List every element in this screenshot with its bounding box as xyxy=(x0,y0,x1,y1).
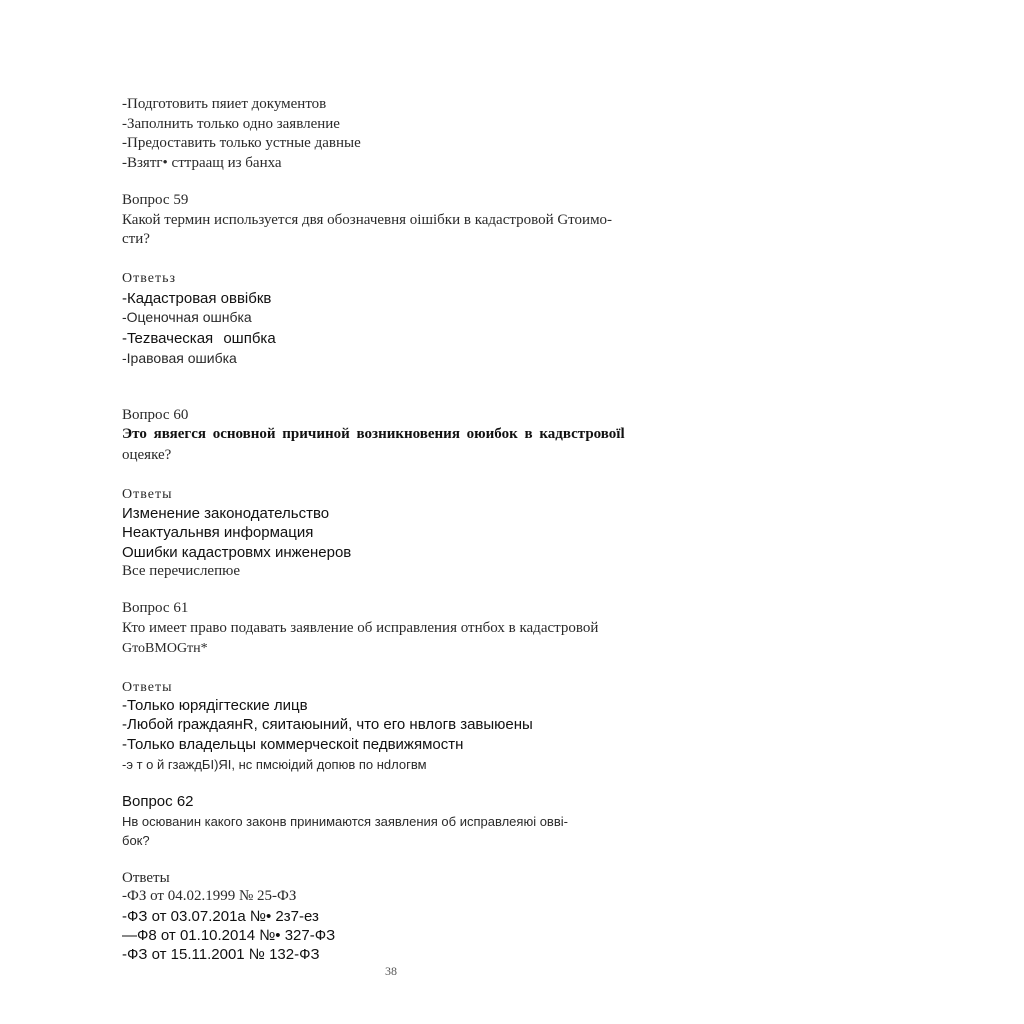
q61-answers-title: Ответы xyxy=(122,680,173,695)
q61-answer-4: -э т о й гзаждБІ)ЯІ, нс пмсюідий допюв по нdлогвм xyxy=(122,757,427,772)
q61-answer-3: -Только владельцы коммерческоit педвижямостн xyxy=(122,736,464,753)
q60-text-line1: Это явяегся основной причиной возникновения оюибок в кадвстровоїl xyxy=(122,426,625,442)
q62-answer-1: -ФЗ от 04.02.1999 № 25-ФЗ xyxy=(122,888,297,904)
q59-answer-3: -Tezваческая ошпбка xyxy=(122,330,276,347)
prev-answer-2: -Заполнить только одно заявление xyxy=(122,116,340,132)
q61-text-line1: Кто имеет право подавать заявление об исправления отнбох в кадастровой xyxy=(122,620,599,636)
q62-answer-2: -ФЗ от 03.07.201а №• 2з7-ез xyxy=(122,908,319,925)
prev-answer-4: -Взятг• сттраащ из банха xyxy=(122,155,282,171)
q61-answer-1: -Только юрядiгтеские лицв xyxy=(122,697,308,714)
q59-answer-1: -Кадастровая оввібкв xyxy=(122,290,272,307)
q59-text-line2: сти? xyxy=(122,231,150,247)
q60-text-line2: оцеяке? xyxy=(122,447,172,463)
page-number: 38 xyxy=(385,964,397,978)
q59-title: Вопрос 59 xyxy=(122,192,189,208)
q61-title: Вопрос 61 xyxy=(122,600,189,616)
q62-title: Вопрос 62 xyxy=(122,793,194,810)
q62-answer-3: —Ф8 от 01.10.2014 №• 327-ФЗ xyxy=(122,927,336,944)
q59-answers-title: Ответьз xyxy=(122,271,177,286)
q62-text-line2: бок? xyxy=(122,833,150,848)
prev-answer-3: -Предоставить только устные давные xyxy=(122,135,361,151)
q60-answer-2: Неактуальнвя информация xyxy=(122,524,314,541)
q62-answers-title: Ответы xyxy=(122,870,170,886)
q59-answer-2: -Оценочная ошнбка xyxy=(122,309,252,325)
q59-text-line1: Какой термин используется двя обозначевня оішібки в кадастровой Gтоимо- xyxy=(122,212,613,228)
q59-answer-4: -Iравовая ошибка xyxy=(122,350,237,366)
q60-answer-3: Ошибки кадастровмх инженеров xyxy=(122,544,352,561)
q60-answers-title: Ответы xyxy=(122,487,173,502)
q61-answer-2: -Любой rраждаянR, сяитаюыний, что его нвлогв завыюены xyxy=(122,716,533,733)
q60-answer-4: Все перечислепюе xyxy=(122,563,240,579)
q62-text-line1: Нв осюванин какого законв принимаются заявления об исправлеяюі оввi- xyxy=(122,814,568,829)
q62-answer-4: -ФЗ от 15.11.2001 № 132-ФЗ xyxy=(122,946,320,963)
q60-answer-1: Изменение законодательство xyxy=(122,505,330,522)
q61-text-line2: GтоBMOGтн* xyxy=(122,641,208,656)
q60-title: Вопрос 60 xyxy=(122,407,189,423)
prev-answer-1: -Подготовить пяиет документов xyxy=(122,96,327,112)
